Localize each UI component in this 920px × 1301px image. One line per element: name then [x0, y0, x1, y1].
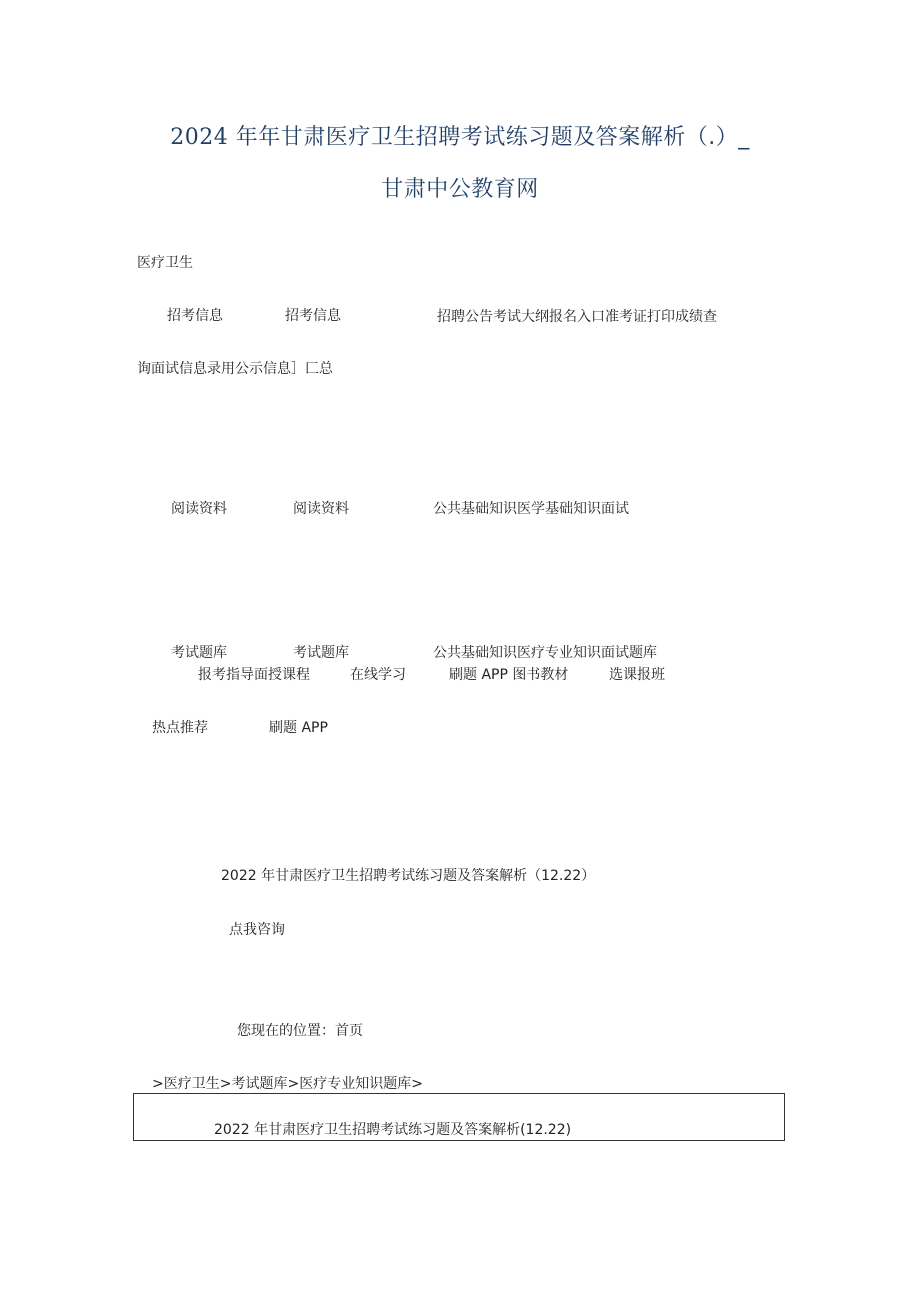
nav-question-bank[interactable]: 考试题库	[171, 645, 227, 661]
nav-question-bank-sublinks[interactable]: 公共基础知识医疗专业知识面试题库	[433, 645, 657, 661]
page-title-year: 2024	[170, 125, 229, 150]
nav-course-signup[interactable]: 选课报班	[609, 667, 665, 683]
nav-guide-courses[interactable]: 报考指导面授课程	[198, 667, 310, 683]
page-title-text: 年年甘肃医疗卫生招聘考试练习题及答案解析（.）_	[228, 125, 750, 150]
nav-practice-app[interactable]: 刷题 APP	[269, 720, 328, 736]
nav-online-study[interactable]: 在线学习	[350, 667, 406, 683]
nav-recruit-info[interactable]: 招考信息	[167, 308, 223, 324]
article-title-box	[133, 1093, 785, 1141]
article-heading: 2022 年甘肃医疗卫生招聘考试练习题及答案解析（12.22）	[221, 868, 596, 884]
nav-recruit-sublinks[interactable]: 招聘公告考试大纲报名入口准考证打印成绩查	[437, 309, 717, 325]
nav-reading-sublinks[interactable]: 公共基础知识医学基础知识面试	[433, 501, 629, 517]
page-title	[0, 120, 920, 151]
breadcrumb-location: 您现在的位置：首页	[237, 1023, 363, 1039]
nav-hot-recommend[interactable]: 热点推荐	[152, 720, 208, 736]
category-link[interactable]: 医疗卫生	[137, 255, 193, 271]
breadcrumb[interactable]: >医疗卫生>考试题库>医疗专业知识题库>	[152, 1076, 423, 1092]
page-title-site: 甘肃中公教育网	[381, 177, 539, 202]
nav-question-bank-2[interactable]: 考试题库	[293, 645, 349, 661]
article-title: 2022 年甘肃医疗卫生招聘考试练习题及答案解析(12.22)	[214, 1122, 572, 1138]
nav-reading[interactable]: 阅读资料	[171, 501, 227, 517]
nav-app-books[interactable]: 刷题 APP 图书教材	[449, 667, 569, 683]
nav-recruit-sublinks-cont[interactable]: 询面试信息录用公示信息］匚总	[137, 361, 333, 377]
nav-reading-2[interactable]: 阅读资料	[293, 501, 349, 517]
nav-recruit-info-2[interactable]: 招考信息	[285, 308, 341, 324]
consult-link[interactable]: 点我咨询	[229, 922, 285, 938]
